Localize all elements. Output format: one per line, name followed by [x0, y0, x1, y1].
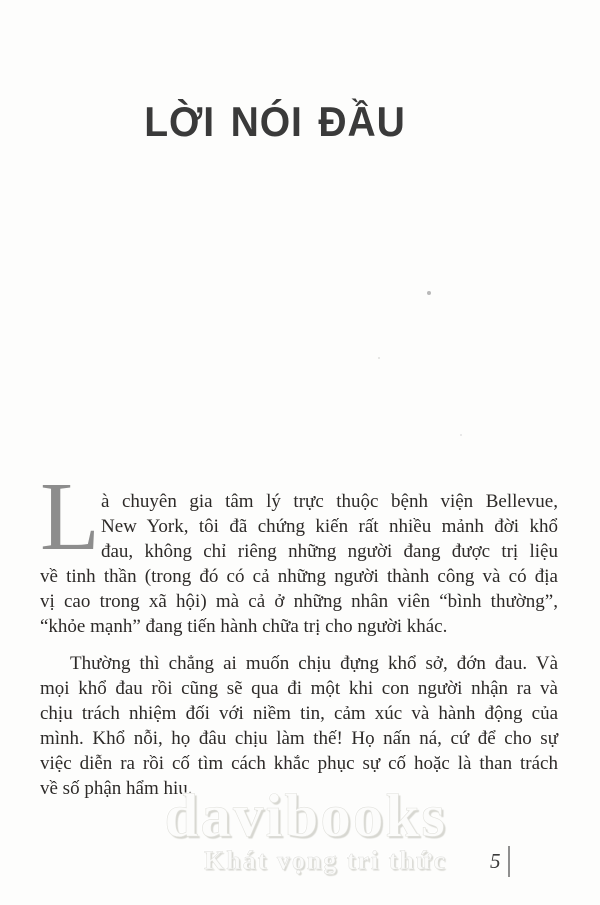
body-line: về tinh thần (trong đó có cả những người thành công và có địa: [40, 566, 558, 588]
paragraph-2: [40, 651, 558, 802]
scan-speck: [427, 291, 431, 295]
body-line: à chuyên gia tâm lý trực thuộc bệnh viện Bellevue,: [101, 491, 558, 512]
drop-cap: [40, 463, 100, 571]
page-number-rule: [508, 846, 511, 877]
body-line: mình. Khổ nỗi, họ đâu chịu làm thế! Họ nấn ná, cứ để cho sự: [40, 727, 558, 749]
scan-speck: [378, 357, 380, 359]
page-number: [490, 846, 510, 877]
body-line: mọi khổ đau rồi cũng sẽ qua đi một khi con người nhận ra và: [40, 677, 558, 699]
chapter-title: LỜI NÓI ĐẦU: [144, 98, 406, 146]
watermark-tagline: Khát vọng tri thức: [204, 846, 447, 875]
body-line: vị cao trong xã hội) mà cả ở những nhân viên “bình thường”,: [40, 591, 558, 613]
body-line: chịu trách nhiệm đối với niềm tin, cảm xúc và hành động của: [40, 702, 558, 724]
drop-cap-letter: L: [40, 463, 100, 571]
paragraph-1-lines: [40, 489, 558, 640]
body-line: đau, không chỉ riêng những người đang được trị liệu: [101, 541, 558, 563]
publisher-watermark: [164, 783, 447, 875]
body-line: Thường thì chẳng ai muốn chịu đựng khổ sở, đớn đau. Và: [70, 652, 558, 674]
watermark-brand: davibooks: [164, 783, 447, 850]
paragraph-1: [40, 463, 558, 640]
paragraph-2-lines: [40, 651, 558, 802]
body-line: về số phận hẩm hiu.: [40, 778, 193, 800]
body-line: New York, tôi đã chứng kiến rất nhiều mảnh đời khổ: [101, 516, 558, 538]
body-line: việc diễn ra rồi cố tìm cách khắc phục sự cố hoặc là than trách: [40, 752, 558, 774]
body-text-column: [40, 463, 558, 801]
page-number-value: 5: [490, 849, 501, 873]
body-line: “khỏe mạnh” đang tiến hành chữa trị cho người khác.: [40, 616, 448, 638]
scan-speck: [460, 434, 462, 436]
